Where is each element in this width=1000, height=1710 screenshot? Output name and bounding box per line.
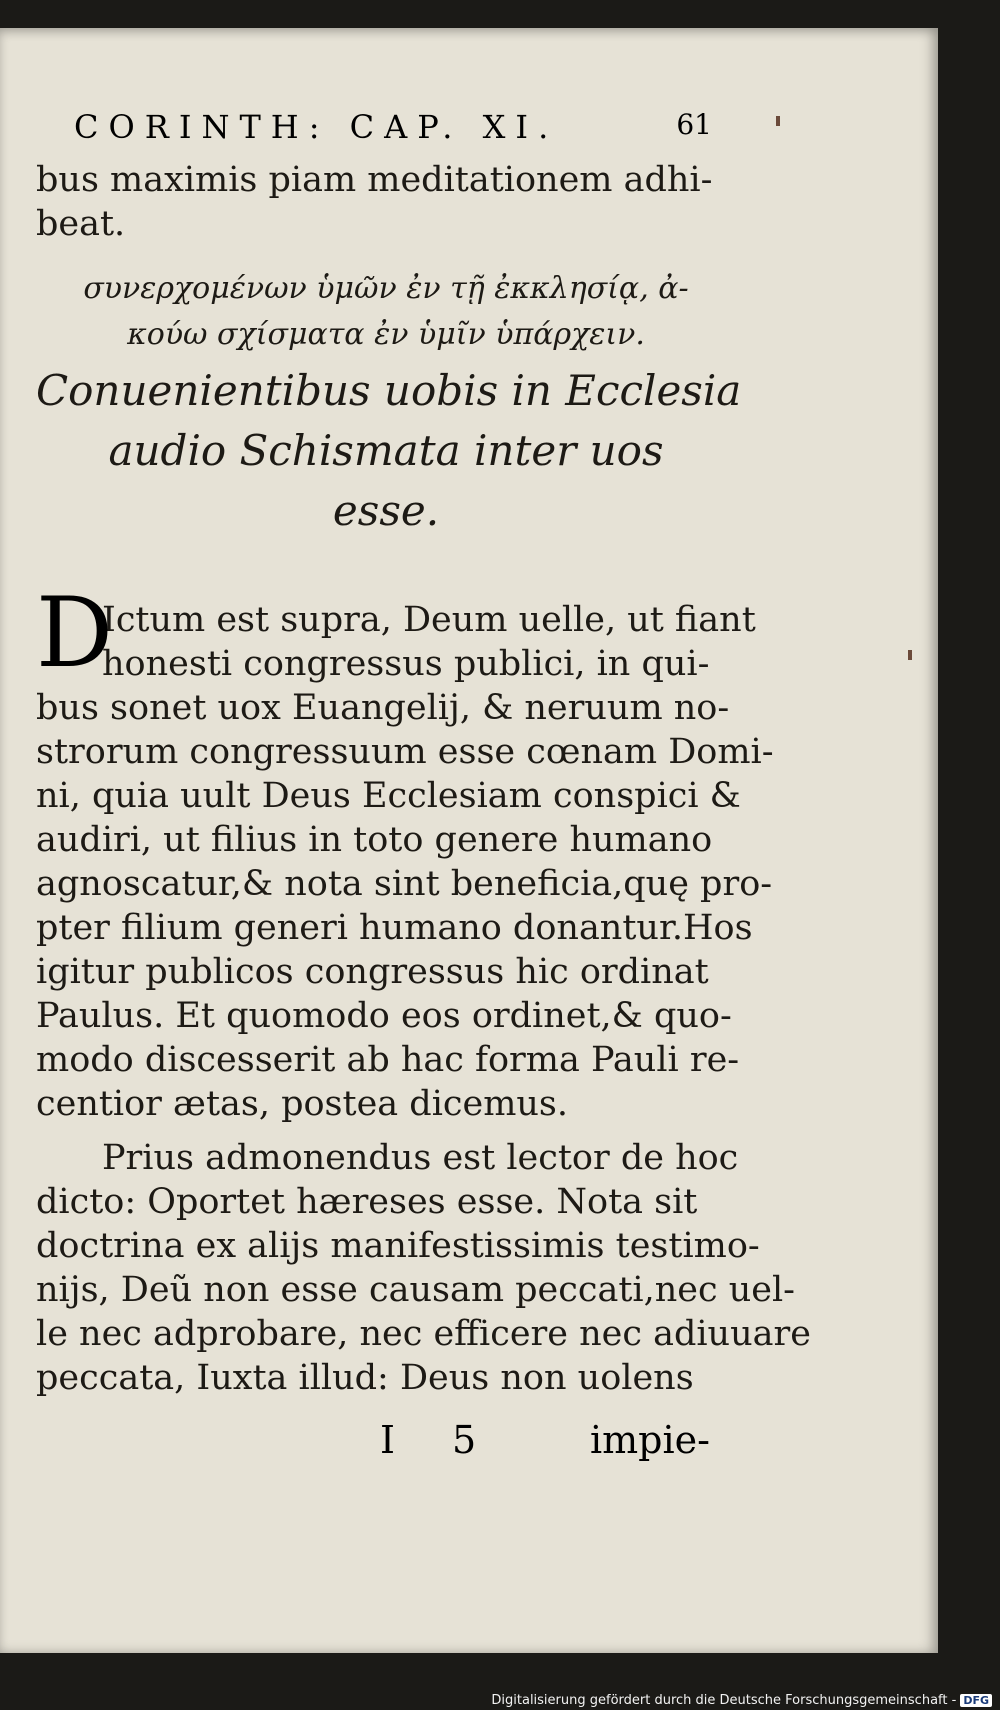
header-title: CORINTH: CAP. XI. — [74, 108, 559, 146]
text-line: pter filium generi humano donantur.Hos — [36, 908, 753, 948]
text-line: centior ætas, postea dicemus. — [36, 1084, 569, 1124]
text-line: Ictum est supra, Deum uelle, ut fiant — [102, 600, 756, 640]
italic-heading-line: esse. — [332, 486, 440, 535]
italic-heading-line: audio Schismata inter uos — [108, 426, 664, 475]
italic-heading-line: Conuenientibus uobis in Ecclesia — [36, 366, 742, 415]
text-line: doctrina ex alijs manifestissimis testimo- — [36, 1226, 760, 1266]
greek-line: συνερχομένων ὑμῶν ἐν τῇ ἐκκλησίᾳ, ἀ- — [83, 271, 689, 306]
greek-line: κούω σχίσματα ἐν ὑμῖν ὑπάρχειν. — [127, 317, 645, 352]
book-page — [0, 28, 938, 1653]
text-line: dicto: Oportet hæreses esse. Nota sit — [36, 1182, 698, 1222]
text-line: honesti congressus publici, in qui- — [102, 644, 710, 684]
signature-number: 5 — [452, 1418, 477, 1462]
text-line: nijs, Deũ non esse causam peccati,nec uel- — [36, 1270, 795, 1310]
text-line: modo discesserit ab hac forma Pauli re- — [36, 1040, 740, 1080]
text-line: beat. — [36, 204, 126, 244]
ink-speck — [776, 116, 780, 126]
text-line: bus maximis piam meditationem adhi- — [36, 160, 713, 200]
digitization-credit — [491, 1693, 992, 1708]
credit-text: Digitalisierung gefördert durch die Deutsche Forschungsgemeinschaft - — [491, 1693, 957, 1708]
text-line: Paulus. Et quomodo eos ordinet,& quo- — [36, 996, 732, 1036]
signature-mark: I — [380, 1418, 396, 1462]
text-line: igitur publicos congressus hic ordinat — [36, 952, 709, 992]
ink-speck — [908, 650, 912, 660]
folio-number: 61 — [676, 108, 712, 141]
text-line: le nec adprobare, nec efficere nec adiuuare — [36, 1314, 811, 1354]
text-line: bus sonet uox Euangelij, & neruum no- — [36, 688, 730, 728]
text-line: audiri, ut filius in toto genere humano — [36, 820, 713, 860]
dfg-logo-icon: DFG — [960, 1694, 992, 1707]
catchword: impie- — [590, 1418, 710, 1462]
text-line: ni, quia uult Deus Ecclesiam conspici & — [36, 776, 741, 816]
text-line: strorum congressuum esse cœnam Domi- — [36, 732, 774, 772]
text-line: peccata, Iuxta illud: Deus non uolens — [36, 1358, 694, 1398]
running-header — [74, 108, 712, 146]
drop-capital: D — [36, 577, 113, 689]
text-line: Prius admonendus est lector de hoc — [102, 1138, 739, 1178]
text-line: agnoscatur,& nota sint beneficia,quę pro- — [36, 864, 773, 904]
